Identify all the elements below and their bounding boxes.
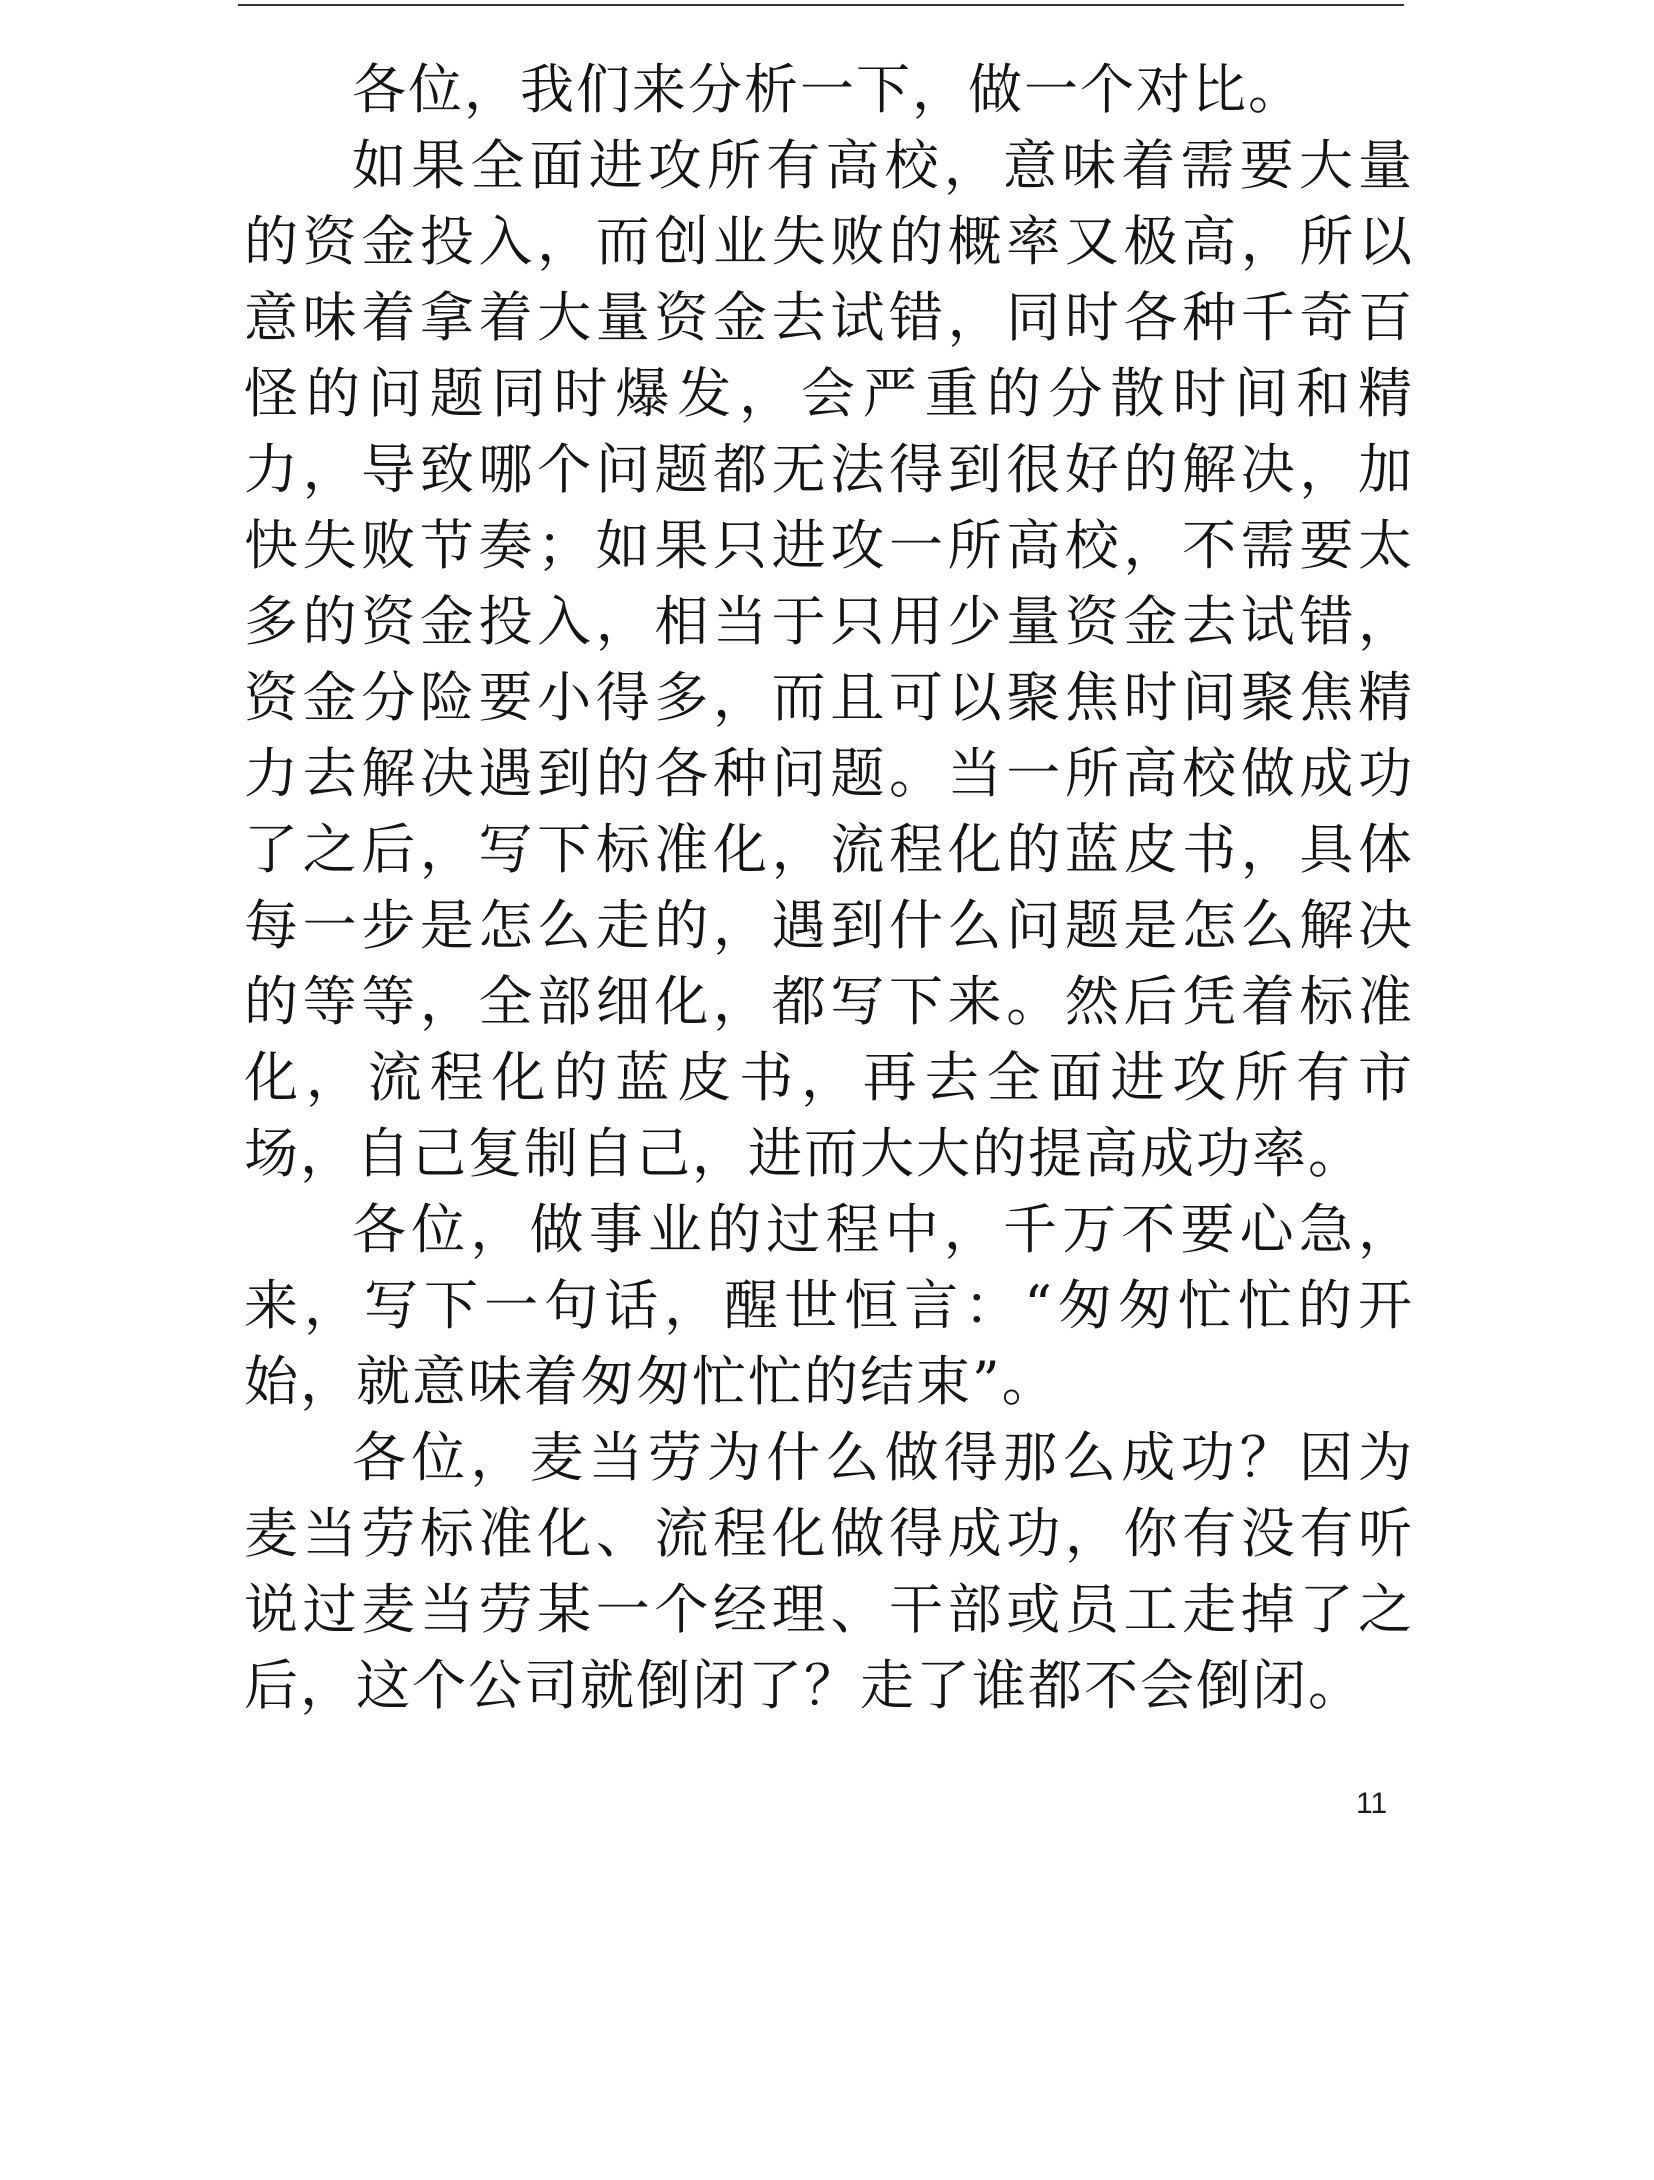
page-number: 11 <box>1356 1787 1388 1820</box>
paragraph-mcdonalds: 各位，麦当劳为什么做得那么成功？因为麦当劳标准化、流程化做得成功，你有没有听说过麦当劳某一个经理、干部或员工走掉了之后，这个公司就倒闭了？走了谁都不会倒闭。 <box>244 1426 1414 1717</box>
paragraph-no-hurry: 各位，做事业的过程中，千万不要心急，来，写下一句话，醒世恒言：“匆匆忙忙的开始，就意味着匆匆忙忙的结束”。 <box>244 1198 1414 1413</box>
page-body <box>244 52 1414 1724</box>
header-rule <box>238 4 1404 6</box>
paragraph-market-strategy: 如果全面进攻所有高校，意味着需要大量的资金投入，而创业失败的概率又极高，所以意味着拿着大量资金去试错，同时各种千奇百怪的问题同时爆发，会严重的分散时间和精力，导致哪个问题都无法得到很好的解决，加快失败节奏；如果只进攻一所高校，不需要太多的资金投入，相当于只用少量资金去试错，资金分险要小得多，而且可以聚焦时间聚焦精力去解决遇到的各种问题。当一所高校做成功了之后，写下标准化，流程化的蓝皮书，具体每一步是怎么走的，遇到什么问题是怎么解决的等等，全部细化，都写下来。然后凭着标准化，流程化的蓝皮书，再去全面进攻所有市场，自己复制自己，进而大大的提高成功率。 <box>244 134 1414 1185</box>
paragraph-comparison-intro: 各位，我们来分析一下，做一个对比。 <box>352 58 1304 121</box>
